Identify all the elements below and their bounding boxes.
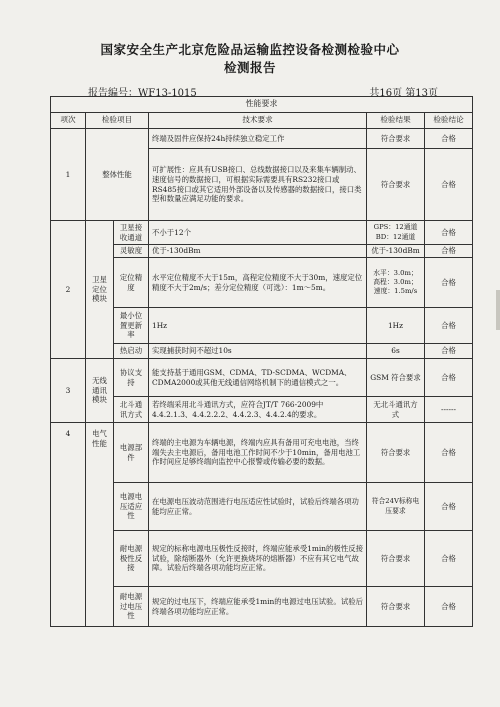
item-name: 卫星定位模块	[86, 221, 114, 359]
result-text: 符合要求	[367, 149, 425, 221]
sub-item-name: 耐电源极性反接	[114, 531, 149, 587]
col-header-result: 检验结果	[367, 113, 425, 129]
sub-item-name: 定位精度	[114, 258, 149, 308]
sub-item-name: 北斗通讯方式	[114, 397, 149, 423]
col-header-requirement: 技术要求	[149, 113, 367, 129]
col-header-item: 检验项目	[86, 113, 149, 129]
sub-item-name: 最小位置更新率	[114, 308, 149, 344]
requirement-text: 1Hz	[149, 308, 367, 344]
item-number: 4	[51, 423, 86, 627]
conclusion-text: 合格	[425, 344, 473, 359]
requirement-text: 可扩展性：应具有USB接口、总线数据接口以及来集车辆制动、速度信号的数据接口，可根据实际需要具有RS232接口或RS485接口或其它适用外部设备以及传感器的数据接口，接口类型和数量应满足功能的要求。	[149, 149, 367, 221]
requirement-text: 在电源电压波动范围进行电压适应性试验时，试验后终端各项功能均应正常。	[149, 483, 367, 531]
item-number: 1	[51, 129, 86, 221]
conclusion-text: 合格	[425, 221, 473, 245]
requirement-text: 规定的标称电源电压极性反接时，终端应能承受1min的极性反接试验，除熔断器外（允许更换烧坏的熔断器）不应有其它电气故障。试验后终端各项功能均应正常。	[149, 531, 367, 587]
requirement-text: 实现捕获时间不超过10s	[149, 344, 367, 359]
item-name: 整体性能	[86, 129, 149, 221]
item-number: 2	[51, 221, 86, 359]
result-text: 符合要求	[367, 531, 425, 587]
table-row	[51, 587, 473, 627]
org-title: 国家安全生产北京危险品运输监控设备检测检验中心	[100, 42, 400, 57]
col-header-conclusion: 检验结论	[425, 113, 473, 129]
conclusion-text: 合格	[425, 587, 473, 627]
requirement-text: 若终端采用北斗通讯方式，应符合JT/T 766-2009中4.4.2.1.3、4.4.2.2.2、4.4.2.3、4.4.2.4的要求。	[149, 397, 367, 423]
result-text: 符合要求	[367, 587, 425, 627]
table-row	[51, 129, 473, 149]
requirement-text: 终端及固件应保持24h持续独立稳定工作	[149, 129, 367, 149]
result-text: GPS：12通道 BD：12通道	[367, 221, 425, 245]
col-header-no: 项次	[51, 113, 86, 129]
item-number: 3	[51, 359, 86, 423]
item-name: 电气性能	[86, 423, 114, 627]
sub-item-name: 电源部件	[114, 423, 149, 483]
document-title: 检测报告	[223, 60, 276, 75]
sub-item-name: 灵敏度	[114, 245, 149, 258]
result-text: 优于-130dBm	[367, 245, 425, 258]
table-row	[51, 483, 473, 531]
conclusion-text: 合格	[425, 483, 473, 531]
table-row	[51, 258, 473, 308]
report-number: 报告编号：WF13-1015	[88, 88, 197, 99]
conclusion-text: 合格	[425, 531, 473, 587]
result-text: 符合要求	[367, 423, 425, 483]
table-row	[51, 531, 473, 587]
requirement-text: 优于-130dBm	[149, 245, 367, 258]
requirement-text: 不小于12个	[149, 221, 367, 245]
table-row	[51, 221, 473, 245]
conclusion-text: 合格	[425, 308, 473, 344]
sub-item-name: 耐电源过电压性	[114, 587, 149, 627]
conclusion-text: 合格	[425, 423, 473, 483]
sub-item-name: 热启动	[114, 344, 149, 359]
table-row	[51, 245, 473, 258]
requirement-text: 规定的过电压下，终端应能承受1min的电源过电压试验。试验后终端各项功能均应正常。	[149, 587, 367, 627]
result-text: 符合24V标称电压要求	[367, 483, 425, 531]
table-row	[51, 423, 473, 483]
requirement-text: 终端的主电源为车辆电源，终端内应具有备用可充电电池，当终端失去主电源后，备用电池工作时间不少于10min，备用电池工作时间应足够终端向监控中心报警或传输必要的数据。	[149, 423, 367, 483]
result-text: 6s	[367, 344, 425, 359]
requirement-text: 水平定位精度不大于15m，高程定位精度不大于30m，速度定位精度不大于2m/s；差分定位精度（可选）：1m～5m。	[149, 258, 367, 308]
section-title: 性能要求	[51, 97, 473, 113]
table-row	[51, 397, 473, 423]
conclusion-text: 合格	[425, 359, 473, 397]
conclusion-text: ------	[425, 397, 473, 423]
result-text: GSM 符合要求	[367, 359, 425, 397]
conclusion-text: 合格	[425, 245, 473, 258]
sub-item-name: 卫星接收通道	[114, 221, 149, 245]
page-info: 共16页 第13页	[369, 88, 438, 99]
binding-mark	[496, 290, 500, 330]
result-text: 无北斗通讯方式	[367, 397, 425, 423]
result-text: 水平：3.0m；高程：3.0m；速度：1.5m/s	[367, 258, 425, 308]
sub-item-name: 协议支持	[114, 359, 149, 397]
table-row	[51, 359, 473, 397]
result-text: 1Hz	[367, 308, 425, 344]
conclusion-text: 合格	[425, 149, 473, 221]
conclusion-text: 合格	[425, 129, 473, 149]
table-row	[51, 344, 473, 359]
result-text: 符合要求	[367, 129, 425, 149]
performance-requirements-table	[50, 96, 473, 627]
item-name: 无线通讯模块	[86, 359, 114, 423]
sub-item-name: 电源电压适应性	[114, 483, 149, 531]
conclusion-text: 合格	[425, 258, 473, 308]
table-row	[51, 308, 473, 344]
requirement-text: 能支持基于通用GSM、CDMA、TD-SCDMA、WCDMA、CDMA2000或其他无线通信网络机制下的通信模式之一。	[149, 359, 367, 397]
